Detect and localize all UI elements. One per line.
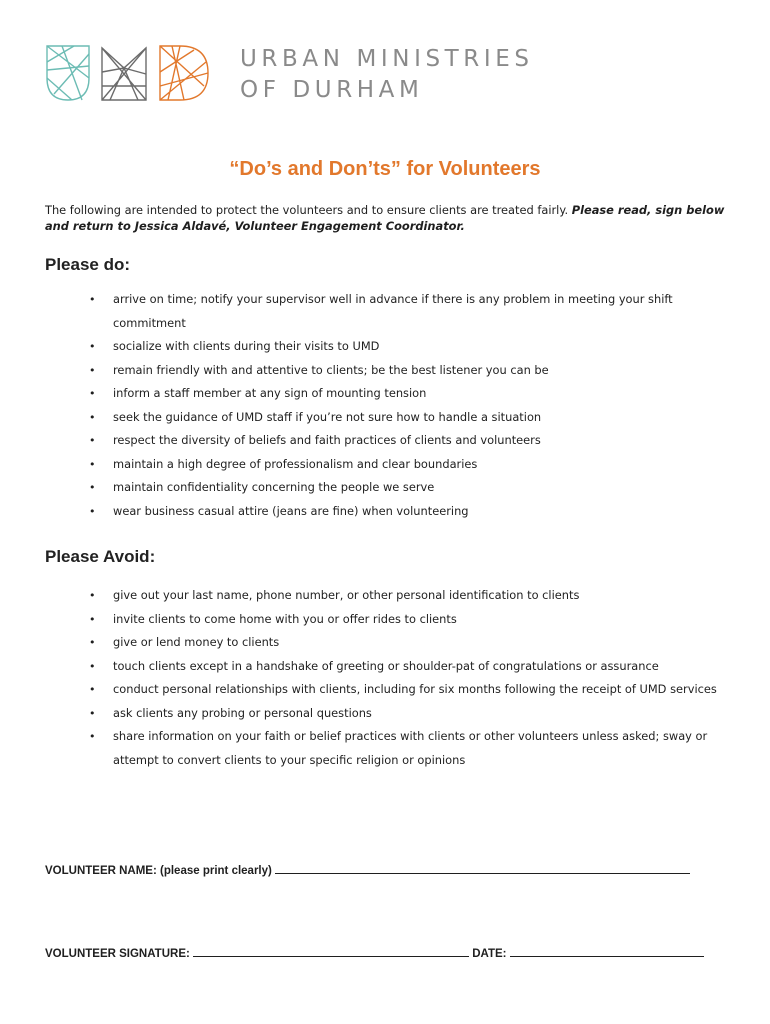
logo-letter-u [47,46,89,100]
bullet-icon: • [89,387,96,400]
do-list-item [0,335,770,359]
umd-logo-icon [44,42,212,104]
do-list-item-text: socialize with clients during their visits to UMD [113,339,380,353]
bullet-icon: • [89,659,96,673]
bullet-icon: • [89,293,96,306]
organization-name [240,44,534,106]
bullet-icon: • [89,481,96,494]
intro-paragraph [45,202,725,234]
volunteer-signature-label: VOLUNTEER SIGNATURE: [45,948,190,960]
do-list-item [0,453,770,477]
bullet-icon: • [89,363,96,377]
avoid-list-item [0,655,770,679]
do-list-item [0,476,770,500]
avoid-list-item [0,725,770,772]
avoid-list-item-text: touch clients except in a handshake of greeting or shoulder-pat of congratulations or assurance [113,658,659,673]
volunteer-name-label: VOLUNTEER NAME: (please print clearly) [45,865,272,877]
document-title: “Do’s and Don’ts” for Volunteers [229,158,541,180]
logo-letter-m [102,48,146,100]
do-list-item-text: arrive on time; notify your supervisor well in advance if there is any problem in meeting your shift commitment [113,292,673,330]
avoid-list-item [0,584,770,608]
do-section-heading: Please do: [45,255,131,274]
signature-date-row [45,945,704,960]
bullet-icon: • [89,457,96,471]
do-list-item [0,406,770,430]
do-list-item-text: remain friendly with and attentive to clients; be the best listener you can be [113,362,549,377]
bullet-icon: • [89,410,96,424]
bullet-icon: • [89,589,96,602]
avoid-list-item-text: give or lend money to clients [113,635,280,649]
bullet-icon: • [89,340,96,353]
do-list-item [0,429,770,453]
date-label: DATE: [472,948,507,960]
do-list-item-text: inform a staff member at any sign of mounting tension [113,386,427,400]
bullet-icon: • [89,683,96,696]
logo-letter-d [160,46,208,100]
do-list-item [0,288,770,335]
intro-text: The following are intended to protect the volunteers and to ensure clients are treated fairly. [45,203,572,217]
org-name-line-2: OF DURHAM [240,77,424,103]
do-list-item-text: wear business casual attire (jeans are fine) when volunteering [113,503,469,518]
do-list [0,288,770,523]
date-blank[interactable] [510,945,704,957]
avoid-list-item [0,631,770,655]
bullet-icon: • [89,612,96,626]
letterhead [44,42,744,106]
bullet-icon: • [89,434,96,447]
do-list-item-text: maintain confidentiality concerning the people we serve [113,480,435,494]
do-list-item [0,500,770,524]
do-list-item-text: respect the diversity of beliefs and faith practices of clients and volunteers [113,433,541,447]
bullet-icon: • [89,504,96,518]
volunteer-name-field[interactable] [45,862,690,877]
org-name-line-1: URBAN MINISTRIES [240,46,534,72]
volunteer-signature-blank[interactable] [193,945,469,957]
avoid-list-item-text: give out your last name, phone number, or other personal identification to clients [113,588,580,602]
avoid-list-item-text: share information on your faith or belief practices with clients or other volunteers unless asked; sway or attempt to convert clients to your specific religion or opinions [113,729,708,767]
bullet-icon: • [89,730,96,743]
bullet-icon: • [89,706,96,720]
avoid-section-heading: Please Avoid: [45,547,156,566]
do-list-item [0,382,770,406]
do-list-item-text: seek the guidance of UMD staff if you’re not sure how to handle a situation [113,409,542,424]
avoid-list-item [0,702,770,726]
avoid-list-item-text: invite clients to come home with you or offer rides to clients [113,611,457,626]
avoid-list-item [0,608,770,632]
avoid-list-item-text: ask clients any probing or personal questions [113,705,372,720]
avoid-list-item-text: conduct personal relationships with clients, including for six months following the receipt of UMD services [113,682,717,696]
avoid-list-item [0,678,770,702]
do-list-item [0,359,770,383]
intro-instruction: Please read, sign below and return to Jessica Aldavé, Volunteer Engagement Coordinator. [45,203,725,233]
avoid-list [0,584,770,772]
do-list-item-text: maintain a high degree of professionalism and clear boundaries [113,456,478,471]
bullet-icon: • [89,636,96,649]
volunteer-name-blank[interactable] [275,862,690,874]
